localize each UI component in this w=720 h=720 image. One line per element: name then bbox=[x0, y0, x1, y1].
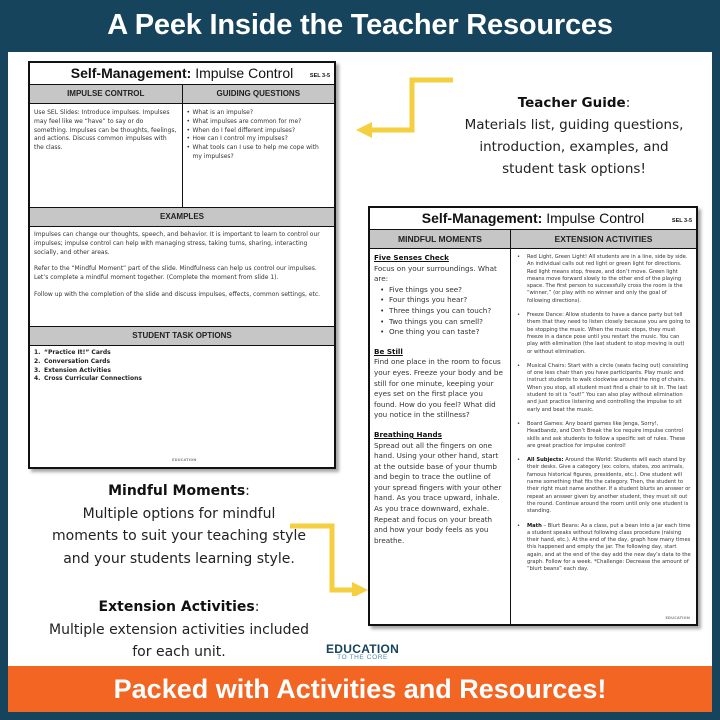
mindful-moments-header: MINDFUL MOMENTS bbox=[370, 230, 510, 249]
extension-item: • All Subjects: Around the World: Students will each stand by their desks. Give a category (ex: colors, states, zoo animals, famous historical figures, presidents, etc.). One student will name something that fits the category. Then, the student to their right must name another. If a student blurts an answer or repeat an answer given by another student, they must sit out the round. Continue around the room until only one student is standing. bbox=[515, 457, 691, 515]
examples-paragraph: Follow up with the completion of the slide and discuss impulses, effects, common settings, etc. bbox=[34, 290, 321, 298]
mindful-bullet: • Three things you can touch? bbox=[380, 306, 506, 317]
intro-text: Use SEL Slides: Introduce impulses. Impulses may feel like we “have” to say or do something. Impulses can be thoughts, feelings, and actions. Discuss common impulses with the class. bbox=[34, 109, 177, 152]
content-canvas bbox=[8, 52, 712, 666]
mindful-text: Find one place in the room to focus your eyes. Freeze your body and be still for one minute, keeping your eyes set on the first place you found. How do you feel? What did you notice in the stillness? bbox=[374, 357, 503, 420]
mindful-bullet: • Five things you see? bbox=[380, 285, 506, 296]
impulse-control-header: IMPULSE CONTROL bbox=[30, 85, 182, 104]
callout-heading: Teacher Guide bbox=[517, 95, 626, 111]
extension-item: • Board Games: Any board games like Jenga, Sorry!, Headbandz, and Don’t Break the Ice require impulse control skills and ask students to follow a specific set of rules. These are great practice for impulse control! bbox=[515, 421, 691, 450]
examples-paragraph: Refer to the “Mindful Moment” part of the slide. Mindfulness can help us control our impulses. Let’s complete a mindful moment together. (Complete the moment from slide 1). bbox=[34, 265, 317, 282]
mindful-moments-callout: Mindful Moments: Multiple options for mindful moments to suit your teaching style and your students learning style. bbox=[48, 480, 310, 570]
mindful-text: Spread out all the fingers on one hand. Using your other hand, start at the outside base of your thumb and begin to trace the outline of your spread fingers with your other hand. As you trace upward, inhale. As you trace downward, exhale. Repeat and focus on your breath and how your body feels as you breathe. bbox=[374, 440, 502, 545]
examples-header: EXAMPLES bbox=[30, 208, 334, 227]
teacher-guide-page bbox=[28, 61, 336, 469]
student-task-list bbox=[30, 346, 334, 387]
mindful-bullet: • One thing you can taste? bbox=[380, 327, 506, 338]
doc-title-bold: Self-Management: bbox=[421, 210, 543, 226]
mindful-heading: Breathing Hands bbox=[374, 429, 442, 439]
guiding-question: • When do I feel different impulses? bbox=[187, 127, 331, 136]
examples-section bbox=[30, 227, 334, 327]
task-item: 3. Extension Activities bbox=[34, 366, 111, 374]
extension-activities-header: EXTENSION ACTIVITIES bbox=[510, 230, 696, 249]
grade-badge: SEL 3-5 bbox=[309, 73, 330, 79]
task-item: 1. “Practice It!” Cards bbox=[34, 349, 111, 356]
extension-item: • Musical Chairs: Start with a circle (seats facing out) consisting of one less chair than you have participants. Play music and instruct students to walk clockwise around the ring of chairs. When you stop, all student must find a chair to sit in. The last student to sit is “out!” You can also play without elimination and just practice listening and controlling the impulse to sit early and beat the music. bbox=[515, 363, 691, 414]
doc-title-regular: Impulse Control bbox=[191, 65, 294, 81]
examples-paragraph: Impulses can change our thoughts, speech, and behavior. It is important to learn to control our impulses; impulse control can help with managing stress, taking turns, sharing, interacting socially, and other areas. bbox=[34, 231, 320, 256]
extension-item: • Red Light, Green Light! All students are in a line, side by side. An individual calls out red light or green light for directions. Red light means stop, freeze, and don’t move. Green light means move forward slowly to the other end of the playing space. The first person to successfully cross the room is the “winner,” (or play with no winner and only the goal of following directions). bbox=[515, 254, 691, 305]
extension-activities-column bbox=[510, 249, 696, 624]
arrow-left-icon bbox=[348, 72, 458, 142]
guiding-questions-list bbox=[182, 104, 335, 207]
callout-heading: Extension Activities bbox=[98, 599, 255, 615]
callout-body: Multiple options for mindful moments to suit your teaching style and your students learning style. bbox=[52, 505, 306, 567]
student-task-options-header: STUDENT TASK OPTIONS bbox=[30, 327, 334, 346]
arrow-right-icon bbox=[290, 520, 370, 596]
mindful-heading: Be Still bbox=[374, 346, 403, 356]
task-item: 2. Conversation Cards bbox=[34, 357, 111, 365]
brand-logo: EDUCATION TO THE CORE bbox=[326, 642, 400, 661]
doc-title-bold: Self-Management: bbox=[70, 65, 192, 81]
mindful-moments-column bbox=[370, 249, 510, 624]
guiding-questions-header: GUIDING QUESTIONS bbox=[182, 85, 335, 104]
doc-title-regular: Impulse Control bbox=[542, 210, 645, 226]
task-item: 4. Cross Curricular Connections bbox=[34, 375, 142, 383]
page-title: A Peek Inside the Teacher Resources bbox=[107, 9, 613, 41]
mini-logo: EDUCATION bbox=[172, 458, 197, 462]
mindful-bullet: • Two things you can smell? bbox=[380, 317, 506, 328]
activities-page bbox=[368, 206, 698, 626]
doc-title bbox=[30, 63, 334, 85]
callout-body: Materials list, guiding questions, introduction, examples, and student task options! bbox=[464, 117, 684, 177]
grade-badge: SEL 3-5 bbox=[671, 218, 692, 224]
extension-activities-callout: Extension Activities: Multiple extension activities included for each unit. bbox=[48, 596, 310, 664]
mini-logo: EDUCATION bbox=[665, 616, 690, 620]
guiding-question: • How can I control my impulses? bbox=[187, 135, 331, 144]
guiding-question: • What tools can I use to help me cope with my impulses? bbox=[187, 144, 331, 162]
callout-body: Multiple extension activities included for each unit. bbox=[49, 621, 309, 660]
bottom-banner: Packed with Activities and Resources! bbox=[8, 666, 712, 712]
callout-heading: Mindful Moments bbox=[108, 483, 246, 499]
mindful-text: Focus on your surroundings. What are: bbox=[374, 263, 497, 284]
doc-title bbox=[370, 208, 696, 230]
guiding-question: • What impulses are common for me? bbox=[187, 118, 331, 127]
teacher-guide-callout: Teacher Guide: Materials list, guiding questions, introduction, examples, and student task options! bbox=[464, 92, 684, 180]
mindful-bullet: • Four things you hear? bbox=[380, 295, 506, 306]
extension-item: • Math – Blurt Beans: As a class, put a bean into a jar each time a student speaks without following class procedure (raising their hand, etc.). At the end of the day, graph how many times this happened and empty the jar. The following day, start again, and at the end of the day add the new day’s data to the graph. Follow for a week. *Challenge: Decrease the amount of “blurt beans” each day. bbox=[515, 523, 691, 574]
guiding-question: • What is an impulse? bbox=[187, 109, 331, 118]
extension-item: • Freeze Dance: Allow students to have a dance party but tell them that they need to listen closely because you are going to be stopping the music. When the music stops, they must freeze in a dance pose until you restart the music. You can play with elimination (the last student to stop moving is out) or without elimination. bbox=[515, 312, 691, 356]
mindful-heading: Five Senses Check bbox=[374, 253, 449, 262]
